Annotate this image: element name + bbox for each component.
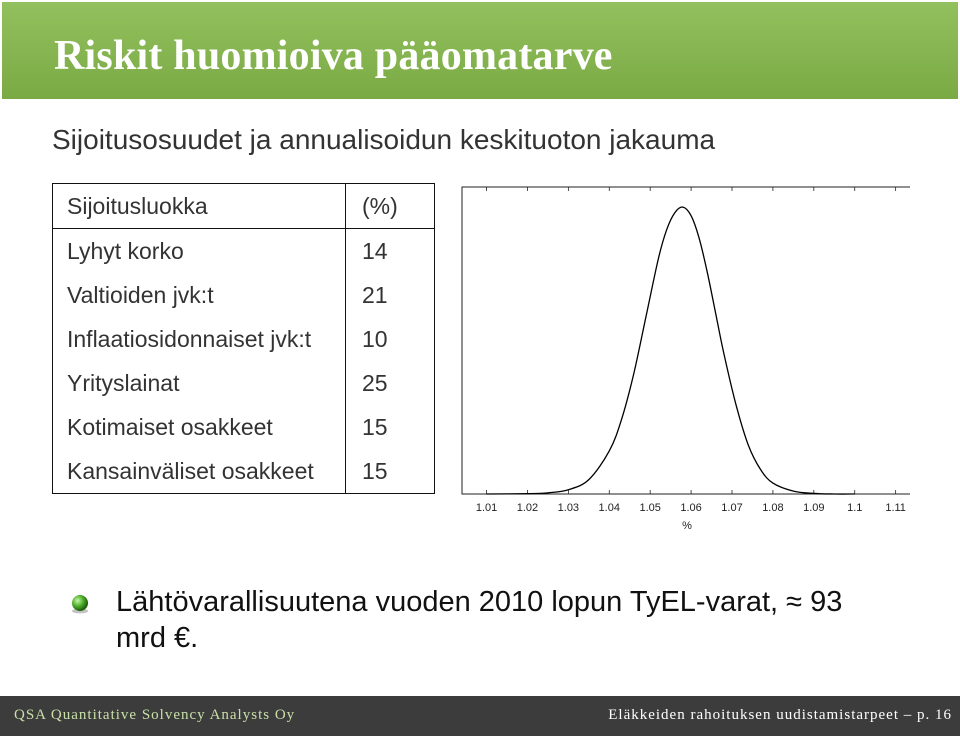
- percent-cell: 15: [346, 405, 435, 449]
- asset-class-cell: Kotimaiset osakkeet: [67, 413, 273, 440]
- x-tick-label: 1.01: [475, 502, 498, 514]
- footer-company: QSA Quantitative Solvency Analysts Oy: [14, 707, 296, 723]
- x-tick-label: 1.09: [803, 502, 825, 514]
- asset-class-cell: Valtioiden jvk:t: [67, 281, 214, 308]
- table-row: [53, 405, 435, 449]
- x-axis-ticks: [476, 187, 906, 514]
- percent-cell: 14: [346, 229, 435, 274]
- density-series-line: [487, 207, 855, 494]
- asset-class-cell: Kansainväliset osakkeet: [67, 457, 314, 484]
- bullet-text-line-2: mrd €.: [116, 622, 199, 654]
- bullet-text: [116, 584, 916, 656]
- x-tick-label: 1.08: [762, 502, 784, 514]
- slide-subtitle: Sijoitusosuudet ja annualisoidun keskituoton jakauma: [52, 124, 716, 155]
- header-asset-class: Sijoitusluokka: [53, 184, 346, 229]
- asset-class-cell: Yrityslainat: [67, 369, 180, 396]
- plot-frame: [462, 187, 910, 494]
- x-axis-label: %: [682, 520, 692, 532]
- table-row: [53, 361, 435, 405]
- density-chart: [440, 180, 910, 540]
- table-row: [53, 229, 435, 274]
- table-row: [53, 449, 435, 494]
- bullet-ball-icon: [70, 594, 90, 614]
- x-tick-label: 1.02: [516, 502, 539, 514]
- footer-page-info: Eläkkeiden rahoituksen uudistamistarpeet – p. 16: [608, 707, 952, 723]
- x-tick-label: 1.03: [557, 502, 580, 514]
- header-percent: (%): [346, 184, 435, 229]
- x-tick-label: 1.04: [598, 502, 620, 514]
- footer-bar: [0, 696, 960, 736]
- x-tick-label: 1.1: [847, 502, 863, 514]
- percent-cell: 25: [346, 361, 435, 405]
- slide-title: Riskit huomioiva pääomatarve: [54, 33, 613, 79]
- x-tick-label: 1.07: [721, 502, 743, 514]
- x-tick-label: 1.06: [680, 502, 702, 514]
- x-tick-label: 1.05: [639, 502, 661, 514]
- table-header-row: [53, 184, 435, 229]
- asset-class-cell: Inflaatiosidonnaiset jvk:t: [67, 325, 312, 352]
- bullet-text-line-1: Lähtövarallisuutena vuoden 2010 lopun TyEL-varat, ≈ 93: [116, 586, 843, 618]
- table-row: [53, 273, 435, 317]
- percent-cell: 21: [346, 273, 435, 317]
- percent-cell: 10: [346, 317, 435, 361]
- table-row: [53, 317, 435, 361]
- allocation-table: [52, 183, 435, 494]
- percent-cell: 15: [346, 449, 435, 494]
- slide-header: [2, 2, 958, 99]
- asset-class-cell: Lyhyt korko: [67, 237, 184, 264]
- x-tick-label: 1.11: [885, 502, 906, 514]
